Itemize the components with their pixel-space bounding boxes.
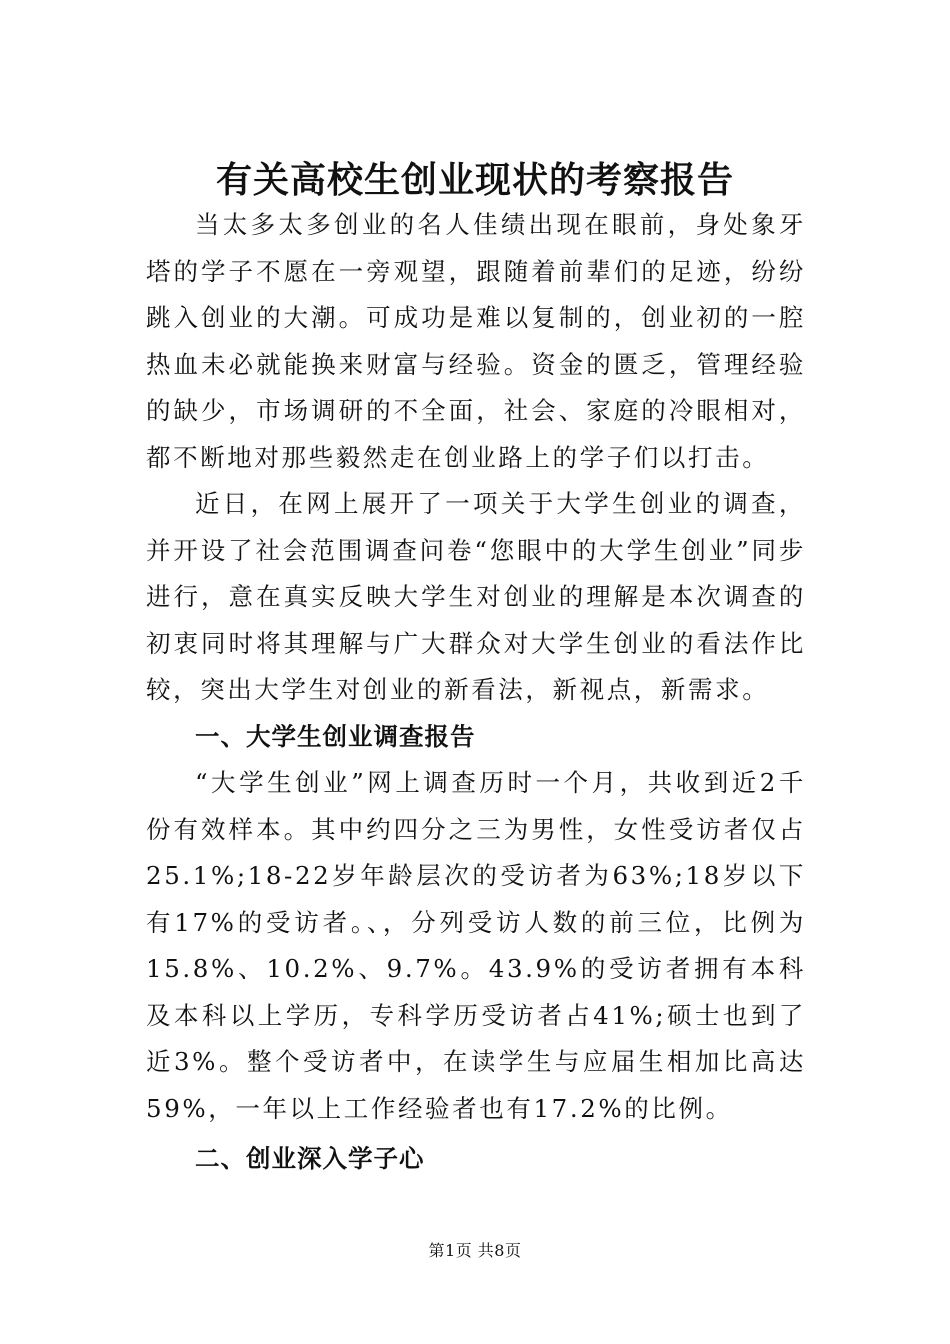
section-heading-1: 一、大学生创业调查报告 [195, 721, 476, 751]
document-body [146, 202, 806, 1183]
intro-paragraph: 当太多太多创业的名人佳绩出现在眼前，身处象牙塔的学子不愿在一旁观望，跟随着前辈们的足迹，纷纷跳入创业的大潮。可成功是难以复制的，创业初的一腔热血未必就能换来财富与经验。资金的匮乏，管理经验的缺少，市场调研的不全面，社会、家庭的冷眼相对，都不断地对那些毅然走在创业路上的学子们以打击。 [146, 210, 806, 472]
section-1-paragraph: “大学生创业”网上调查历时一个月，共收到近2千份有效样本。其中约四分之三为男性，女性受访者仅占25.1%;18-22岁年龄层次的受访者为63%;18岁以下有17%的受访者。、，分列受访人数的前三位，比例为15.8%、10.2%、9.7%。43.9%的受访者拥有本科及本科以上学历，专科学历受访者占41%;硕士也到了近3%。整个受访者中，在读学生与应届生相加比高达59%，一年以上工作经验者也有17.2%的比例。 [146, 768, 806, 1123]
survey-intro-paragraph: 近日，在网上展开了一项关于大学生创业的调查，并开设了社会范围调查问卷“您眼中的大学生创业”同步进行，意在真实反映大学生对创业的理解是本次调查的初衷同时将其理解与广大群众对大学生创业的看法作比较，突出大学生对创业的新看法，新视点，新需求。 [146, 489, 806, 704]
section-heading-2: 二、创业深入学子心 [195, 1144, 425, 1173]
page-footer: 第1页 共8页 [428, 1241, 522, 1260]
document-title: 有关高校生创业现状的考察报告 [215, 159, 734, 202]
